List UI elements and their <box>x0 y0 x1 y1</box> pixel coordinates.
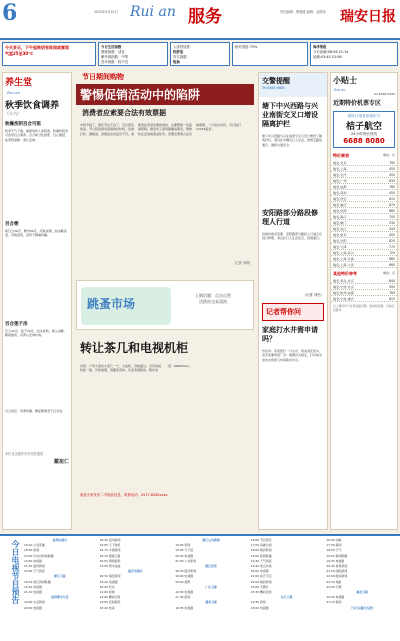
fare: 450 <box>378 172 397 178</box>
tips-title: 小贴士 <box>333 76 357 85</box>
index-title: 今日生活指数 <box>101 45 122 49</box>
section-title: 服务 <box>188 7 222 27</box>
route: 瑞安-海口 <box>331 214 378 220</box>
weather-title: 今天多云，下午起转阴有阵雨或雷雨 <box>5 45 69 50</box>
tv-listing-line: 21:00 综艺节目 <box>250 574 272 579</box>
fare: 780 <box>378 290 397 296</box>
tide-box <box>310 42 398 66</box>
caption-line-1: 上期话题：点击自然 <box>195 293 231 298</box>
tv-column <box>251 538 323 640</box>
tv-column <box>24 538 96 640</box>
anyang-title: 安阳路部分路段修理人行道 <box>262 209 318 226</box>
tv-listing-line: 东方卫视 <box>280 595 293 600</box>
health-title: 养生堂 <box>5 78 33 88</box>
flight-box-title: 近期特价机票专区 <box>333 100 382 107</box>
price-row <box>331 262 397 268</box>
tv-listing-line: 21:00 新闻 <box>99 590 115 595</box>
route: 瑞安-西安 <box>331 196 378 202</box>
price-table-header <box>331 150 397 160</box>
health-author: 戴祖仁 <box>53 459 69 465</box>
route: 瑞安-上海 <box>331 166 378 172</box>
tv-listing-line: 22:00 晚间新闻 <box>250 579 272 584</box>
tide-title: 海洋预报 <box>313 45 327 49</box>
humidity-label: 相对湿度:75% <box>235 45 258 49</box>
body-index-line: 穿衣指数： <box>173 55 190 59</box>
tv-listing-line: 浙江公共新闻 <box>202 538 220 542</box>
fare: 770 <box>378 244 397 250</box>
fare: 660 <box>378 262 397 268</box>
fare: 880 <box>378 208 397 214</box>
caption-line-2: 活跃的交易氛围 <box>199 299 227 304</box>
tv-listing-line: 广东卫视 <box>205 584 217 589</box>
route: 瑞安-厦门 <box>331 220 378 226</box>
tv-listing-line: 22:00 天气预报 <box>24 569 45 574</box>
price-row <box>331 296 397 302</box>
tv-listing-line: 19:00 新闻 <box>175 543 191 548</box>
index-line: 紫外线指数：中等 <box>101 55 129 59</box>
reporter-body: 市民问：家里想打一口水井，用来浇花洗车，是否需要审批？答：根据有关规定，打井取水需向水利部门申请取水许可。 <box>262 349 323 362</box>
body-index-line: 较舒适 <box>173 50 184 54</box>
fare: 700 <box>378 214 397 220</box>
editor-line: 责任编辑：曹晓健 编辑：金德伟 <box>280 10 326 14</box>
tv-listing-line: 温州都市生活 <box>51 595 69 600</box>
price-note: 以上票价均不含机场建设费、燃油附加费，价格仅供参考 <box>333 304 395 312</box>
body-index-box <box>170 42 230 66</box>
shopping-article <box>76 72 254 277</box>
tv-listing-line: 19:40 电视剧 <box>24 558 42 563</box>
shopping-body: 中秋节到了，国庆节也不远了。可以预见的是，节日将是商家促销的好时机，各类打折、满就送、返现金活动层出不穷。消费者在享受优惠的同时，也要警惕一些促销陷阱。瑞安市工商局提醒消费者，购物时注意查看商品标价，索要发票等合法有效票据，一旦发生纠纷，可以拨打12315投诉。 <box>80 123 242 136</box>
fare: 630 <box>378 178 397 184</box>
fare: 530 <box>378 220 397 226</box>
route: 瑞安-重庆 <box>331 202 378 208</box>
tv-column <box>100 538 172 640</box>
tv-listing-line: 20:00 情感剧场 <box>99 558 121 563</box>
tv-listing-line: 18:00 新闻 <box>24 548 40 553</box>
tv-listings <box>0 534 400 641</box>
tv-listing-line: 19:40 焦点访谈 <box>250 564 272 569</box>
tv-listing-line: 20:00 电视剧 <box>250 569 269 574</box>
traffic-tel: Tel:6688 6688 <box>262 86 285 90</box>
health-sub2: 百合粥 <box>5 222 19 227</box>
tv-listing-line: 16:00 节目预告 <box>250 538 272 542</box>
tv-listing-line: 19:05 天下财经 <box>99 543 121 548</box>
route: 瑞安-上海-长春 <box>331 256 378 262</box>
index-line: 晨练指数：适宜 <box>101 50 125 54</box>
anyang-body: 因城市建设需要，安阳路部分路段人行道正在进行修理，请过往行人注意安全，绕道通行。 <box>262 232 323 241</box>
tv-listing-line: 浙江卫视 <box>54 574 66 579</box>
reporter-banner: 记者帮你问 <box>262 303 324 321</box>
flea-market-banner <box>76 280 254 330</box>
fare: 590 <box>378 284 397 290</box>
tv-listing-line: 23:00 专题片 <box>250 584 269 589</box>
tv-listing-line: 16:10 小说连播 <box>24 543 45 548</box>
index-box <box>98 42 168 66</box>
fare: 810 <box>378 296 397 302</box>
tv-listing-line: 22:30 电影 <box>326 579 342 584</box>
other-table-title: 其他特价参考 <box>333 271 357 276</box>
price-table-title: 特价票表 <box>333 153 349 158</box>
airline-phone: 6688 8080 <box>343 137 385 145</box>
health-p3: 百合30克、莲子30克，加水煮熟，调入冰糖，睡前服用，有养心安神功效。 <box>5 329 67 338</box>
tv-listing-line: 19:00 生活新闻 <box>24 600 45 605</box>
tv-listing-line: 温州电视台 <box>52 538 68 542</box>
tv-listing-line: 19:15 中国新闻 <box>99 548 121 553</box>
route: 瑞安-天津 <box>331 244 378 250</box>
tips-rui: Rui an <box>334 88 346 92</box>
tv-listing-line: 19:00 新闻联播 <box>250 553 272 558</box>
tv-listing-line: 22:00 晚间新闻 <box>326 574 348 579</box>
airline-name: 桔子航空 <box>345 122 382 132</box>
tv-listing-line: 18:30 温州新闻 <box>99 538 121 542</box>
health-p4: 百合虽好，风寒咳嗽、脾虚便溏者不宜多食。 <box>5 409 66 413</box>
shopping-kicker: 节日期间购物 <box>82 73 124 81</box>
route: 瑞安-上海-武汉 <box>331 250 378 256</box>
transfer-contact: 欢迎大家发布二手物品信息，联系电话：0577-6582xxxx <box>80 493 168 497</box>
route: 瑞安-宁波-北京 <box>331 284 378 290</box>
tv-listing-line: 19:35 电视剧 <box>326 595 345 600</box>
weather-box <box>2 42 96 66</box>
route: 瑞安-南京 <box>331 232 378 238</box>
tv-listing-line: 21:10 电视剧 <box>24 590 42 595</box>
tv-column <box>175 538 247 640</box>
health-rui: Rui an <box>7 90 21 95</box>
tv-listing-line: 23:00 夜间剧场 <box>99 600 121 605</box>
fare: 440 <box>378 226 397 232</box>
transfer-headline: 转让茶几和电视机柜 <box>80 341 189 355</box>
fare: 720 <box>378 250 397 256</box>
tv-listing-line: 17:00 动画乐园 <box>250 543 272 548</box>
tv-listing-line: 瑞安电视台 <box>128 569 143 574</box>
airline-sub: 瑞安日报复印版东方 <box>347 114 381 118</box>
tv-listing-line: 19:30 电视剧 <box>24 584 42 589</box>
tv-listing-line: 23:20 专题 <box>326 584 342 589</box>
other-unit: 单位：元 <box>382 271 395 275</box>
health-column <box>2 72 72 530</box>
tv-listing-line: 23:30 精彩回放 <box>250 590 272 595</box>
fare: 790 <box>378 160 397 166</box>
tv-listing-line: 21:00 周末金曲 <box>99 564 121 569</box>
traffic-title: 塘下中兴西路与兴业南街交叉口增设隔离护栏 <box>262 102 318 128</box>
health-sub1: 秋燥伤阴百合可医 <box>5 122 41 127</box>
fare: 610 <box>378 196 397 202</box>
tv-listing-line: 19:20 电视剧 <box>99 579 118 584</box>
route: 瑞安-宁波-重庆 <box>331 296 378 302</box>
tv-listing-line: 19:00 电视剧 <box>175 574 194 579</box>
route: 瑞安-武汉 <box>331 226 378 232</box>
tv-listing-line: 湖南卫视 <box>205 600 217 605</box>
transfer-article <box>76 335 254 530</box>
humidity-box <box>232 42 308 66</box>
route: 瑞安-北京 <box>331 160 378 166</box>
anyang-author: （记者 刘杰） <box>302 293 324 297</box>
tv-listing-line: 19:35 电视剧 <box>326 558 345 563</box>
fare: 870 <box>378 202 397 208</box>
fare: 640 <box>378 278 397 284</box>
tv-listing-line: 21:30 温州新闻 <box>24 564 45 569</box>
shopping-editor: 记者 刘明 <box>234 261 250 265</box>
tips-column <box>330 72 398 530</box>
tv-listing-line: 18:50 瑞安新闻 <box>99 574 121 579</box>
route: 瑞安-上海-大连 <box>331 262 378 268</box>
health-main-sub: （十六） <box>5 111 21 116</box>
rui-an-logo: Rui an <box>130 4 176 20</box>
tv-listing-line: 20:00 电视剧 <box>250 605 269 610</box>
fare: 450 <box>378 166 397 172</box>
newspaper-brand: 瑞安日报 <box>340 9 396 25</box>
page-number: 6 <box>2 0 18 26</box>
tv-columns <box>24 538 398 640</box>
flea-market-caption <box>177 293 249 305</box>
tv-listing-line: 19:30 天气预报 <box>250 558 272 563</box>
traffic-banner <box>259 73 327 97</box>
tv-listing-line: 20:40 体育新闻 <box>326 564 348 569</box>
price-table <box>331 160 397 268</box>
price-unit: 单位：元 <box>382 153 395 157</box>
flea-market-logo: 跳蚤市场 <box>81 287 171 325</box>
route: 瑞安-成都 <box>331 184 378 190</box>
tv-listing-line: 21:20 国际新闻 <box>326 569 348 574</box>
tv-listing-line: 22:00 精彩回放 <box>99 595 121 600</box>
tv-listing-line: 19:30 天天说 <box>175 548 194 553</box>
tv-side-title: 今日电视节目预告 <box>11 540 20 604</box>
fare: 880 <box>378 256 397 262</box>
tv-listing-line: 19:35 电视剧 <box>175 605 194 610</box>
health-main-title: 秋季饮食调养 <box>5 101 60 111</box>
tv-listing-line: （节目以播出为准） <box>349 605 376 610</box>
airline-hotline-label: 24小时特价热线 <box>350 132 378 136</box>
reporter-title: 家庭打水井需申请吗？ <box>262 326 318 343</box>
route: 瑞安-沈阳 <box>331 238 378 244</box>
transfer-body: 出售：广州大荔实木茶几一个，九成新，价格面议。另有电视机柜一组，外形美观，因搬家急转。有意者请联系。联系电话：66623xxx。 <box>80 364 192 373</box>
body-index-line: 人体舒适度： <box>173 45 194 49</box>
health-p1: 秋季天气干燥，燥邪易伤人体阴液，秋燥伤阴者可选用百合调养。百合味甘性微寒，归心肺经，能养阴润肺、清心安神。 <box>5 129 69 142</box>
tips-header <box>331 73 397 88</box>
traffic-head: 交警提醒 <box>262 77 290 85</box>
tide-line: 今日高潮:08:56 21:14 <box>313 50 349 54</box>
traffic-body: 塘下中兴西路与兴业南街交叉口近日增设了隔离护栏，请过往车辆及行人注意，按规定路线通行，确保交通安全。 <box>262 134 323 147</box>
weather-temp: 气温25至30℃ <box>5 51 33 56</box>
tv-listing-line: 19:30 新闻 <box>250 600 266 605</box>
route: 瑞安-杭州-成都 <box>331 290 378 296</box>
route: 瑞安-广州 <box>331 178 378 184</box>
tv-listing-line: 浙江经济 <box>205 564 217 569</box>
tv-column <box>326 538 398 640</box>
fare: 450 <box>378 190 397 196</box>
body-index-line: 短袖 <box>173 60 180 64</box>
tv-listing-line: 18:30 经济新闻 <box>175 569 196 574</box>
tv-listing-line: 20:20 纪实 <box>99 584 115 589</box>
airline-ad <box>333 111 395 148</box>
tv-listing-line: 20:00 电视剧 <box>24 605 42 610</box>
tv-listing-line: 19:00 中央台新闻联播 <box>24 553 54 558</box>
tide-line: 低潮:03:45 15:56 <box>313 55 342 59</box>
page-header <box>0 0 400 40</box>
route: 瑞安-深圳 <box>331 190 378 196</box>
tv-listing-line: 21:10 新闻 <box>326 600 342 605</box>
tv-listing-line: 20:00 视野 <box>175 579 191 584</box>
tv-listing-line: 18:20 天气 <box>326 548 342 553</box>
route: 瑞安-青岛-北京 <box>331 278 378 284</box>
tv-listing-line: 17:30 新闻 <box>326 543 342 548</box>
tv-listing-line: 21:30 新闻 <box>175 595 191 600</box>
health-p2: 取百合30克、粳米60克，同煮成粥，加冰糖适量，早晚食用，适用于肺燥咳嗽。 <box>5 229 67 238</box>
shopping-subhead: 消费者应索要合法有效票据 <box>82 109 166 117</box>
fare: 820 <box>378 238 397 244</box>
tv-listing-line: 23:40 结束 <box>99 605 115 610</box>
header-date: 2010年9月22日 <box>94 10 118 14</box>
news-column <box>258 72 328 530</box>
tips-tel: Tel:6688 6688 <box>373 92 395 96</box>
tv-listing-line: 19:30 电视剧 <box>175 590 194 595</box>
tv-listing-line: 20:00 电视剧 <box>175 553 194 558</box>
other-table-header <box>331 268 397 278</box>
tv-listing-line: 19:00 新闻联播 <box>326 553 348 558</box>
route: 瑞安-昆明 <box>331 208 378 214</box>
tv-listing-line: 湖北卫视 <box>356 590 368 595</box>
tv-listing-line: 16:00 动画 <box>326 538 342 542</box>
fare: 450 <box>378 232 397 238</box>
tv-listing-line: 18:00 晚间新闻 <box>250 548 272 553</box>
index-line: 洗车指数：较不宜 <box>101 60 129 64</box>
health-sub3: 百合莲子汤 <box>5 322 28 327</box>
fare: 780 <box>378 184 397 190</box>
route: 瑞安-长沙 <box>331 172 378 178</box>
health-note: 本栏目由瑞安市中医院提供 <box>5 452 44 456</box>
tv-listing-line: 19:30 健康之路 <box>99 553 121 558</box>
shopping-headline: 警惕促销活动中的陷阱 <box>76 84 254 105</box>
other-price-table <box>331 278 397 302</box>
tv-listing-line: 18:30 浙江新闻联播 <box>24 579 51 584</box>
tv-listing-line: 21:00 公共新闻 <box>175 558 196 563</box>
